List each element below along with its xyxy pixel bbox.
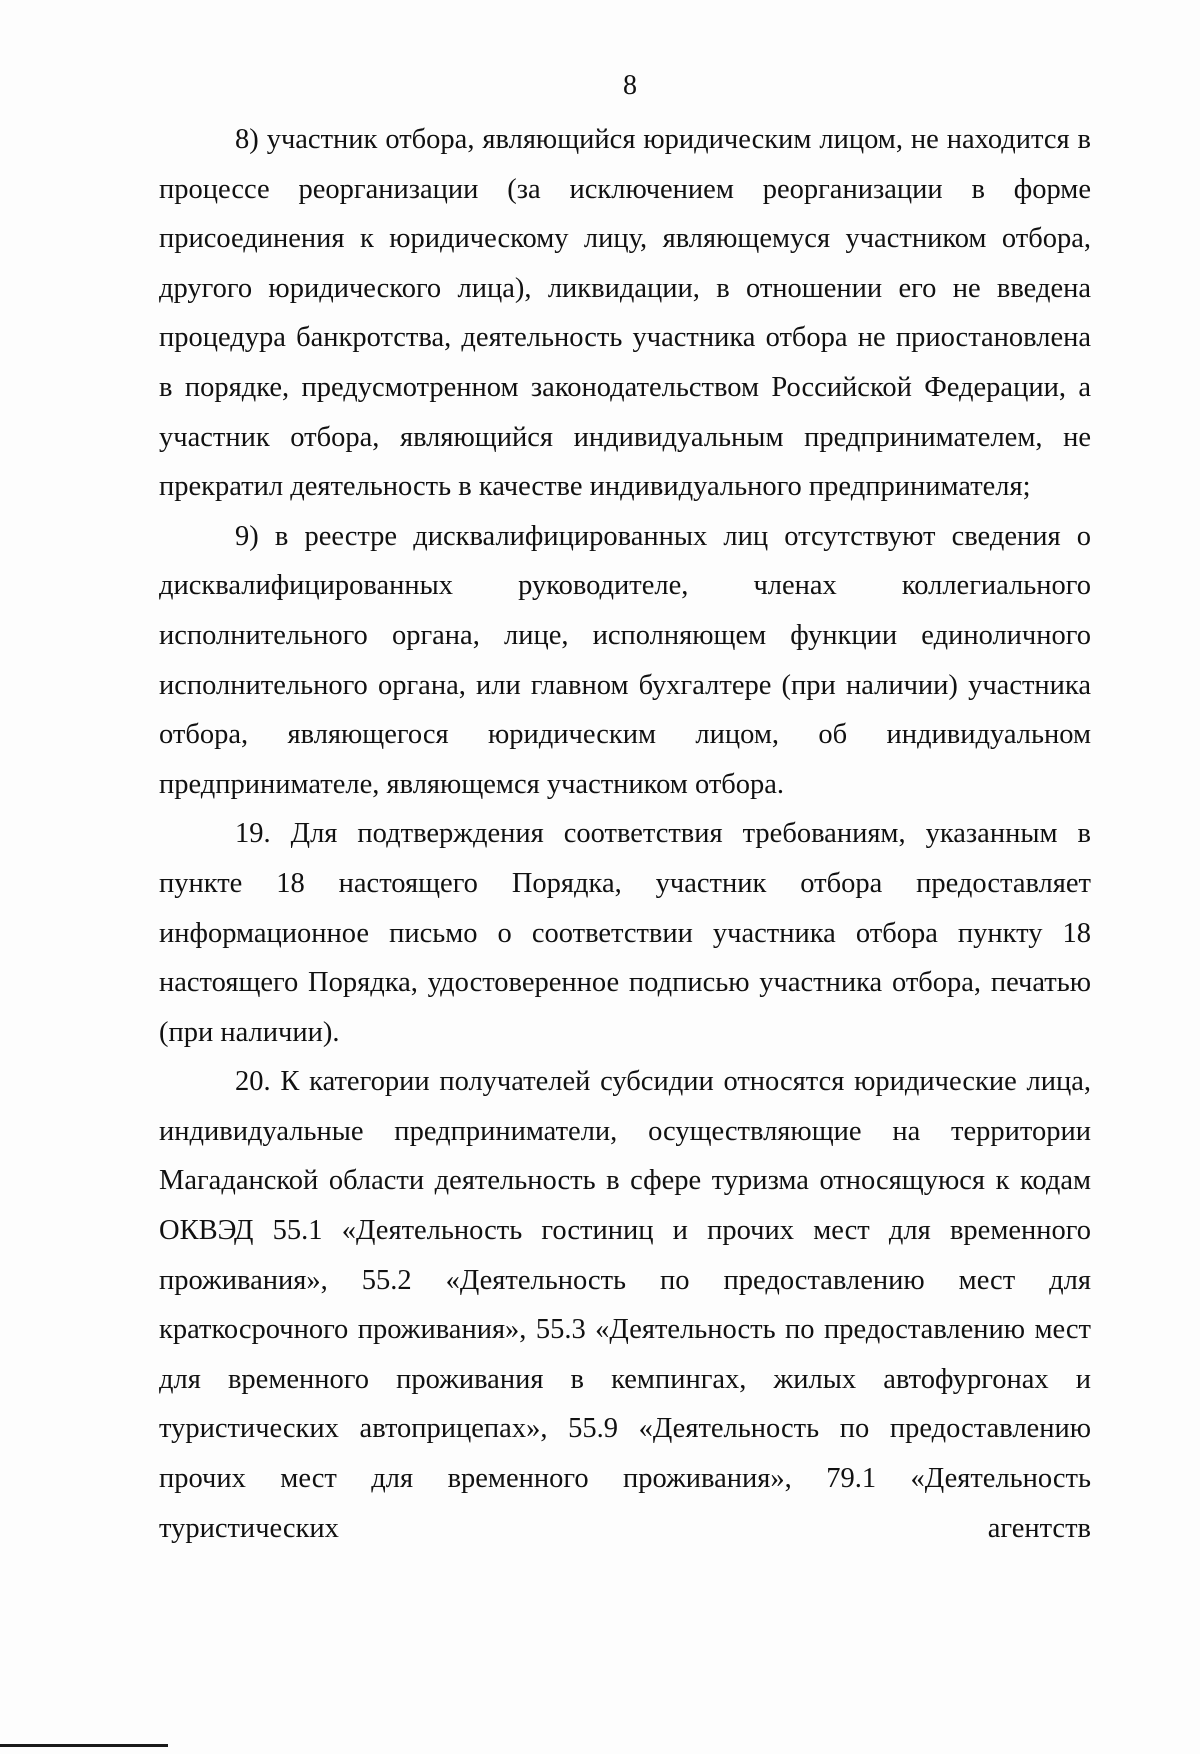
document-body xyxy=(159,115,1091,1553)
paragraph-item-8: 8) участник отбора, являющийся юридическим лицом, не находится в процессе реорганизации (за исключением реорганизации в форме присоединения к юридическому лицу, являющемуся участником отбора, другого юридического лица), ликвидации, в отношении его не введена процедура банкротства, деятельность участника отбора не приостановлена в порядке, предусмотренном законодательством Российской Федерации, а участник отбора, являющийся индивидуальным предпринимателем, не прекратил деятельность в качестве индивидуального предпринимателя; xyxy=(159,124,1091,503)
paragraph-clause-19: 19. Для подтверждения соответствия требованиям, указанным в пункте 18 настоящего Порядка, участник отбора предоставляет информационное письмо о соответствии участника отбора пункту 18 настоящего Порядка, удостоверенное подписью участника отбора, печатью (при наличии). xyxy=(159,818,1091,1048)
paragraph-clause-20: 20. К категории получателей субсидии относятся юридические лица, индивидуальные предприниматели, осуществляющие на территории Магаданской области деятельность в сфере туризма относящуюся к кодам ОКВЭД 55.1 «Деятельность гостиниц и прочих мест для временного проживания», 55.2 «Деятельность по предоставлению мест для краткосрочного проживания», 55.3 «Деятельность по предоставлению мест для временного проживания в кемпингах, жилых автофургонах и туристических автоприцепах», 55.9 «Деятельность по предоставлению прочих мест для временного проживания», 79.1 «Деятельность туристических агентств xyxy=(159,1066,1091,1544)
footer-rule xyxy=(0,1744,168,1747)
paragraph-item-9: 9) в реестре дисквалифицированных лиц отсутствуют сведения о дисквалифицированных руководителе, членах коллегиального исполнительного органа, лице, исполняющем функции единоличного исполнительного органа, или главном бухгалтере (при наличии) участника отбора, являющегося юридическим лицом, об индивидуальном предпринимателе, являющемся участником отбора. xyxy=(159,520,1091,800)
page-number: 8 xyxy=(623,70,637,101)
